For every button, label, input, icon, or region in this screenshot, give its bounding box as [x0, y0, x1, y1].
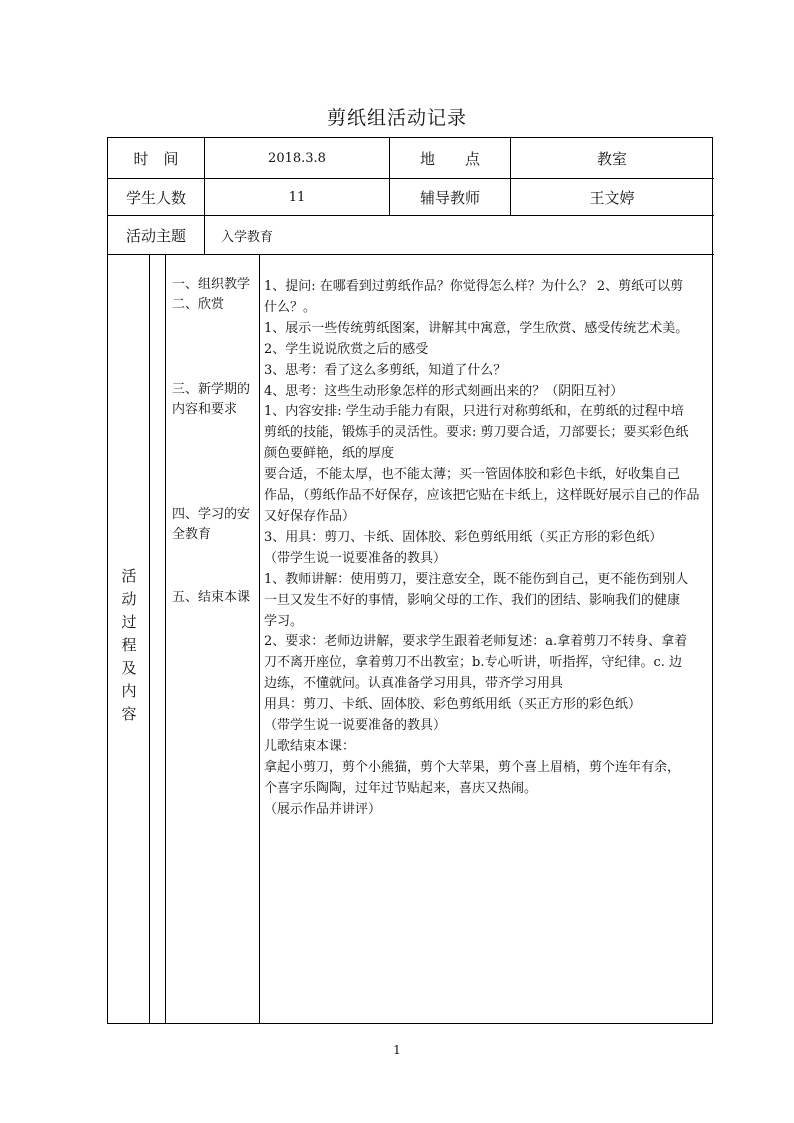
process-label-char: 容 — [121, 705, 137, 723]
place-value: 教室 — [596, 149, 627, 168]
teacher-label: 辅导教师 — [419, 188, 480, 207]
content-line: 一旦又发生不好的事情，影响父母的工作、我们的团结、影响我们的健康 — [264, 592, 681, 608]
section-title: 一、组织教学 — [172, 277, 251, 292]
content-line: 2、要求：老师边讲解，要求学生跟着老师复述：a.拿着剪刀不转身、拿着 — [264, 634, 688, 650]
content-line: 1、教师讲解：使用剪刀，要注意安全，既不能伤到自己，更不能伤到别人 — [264, 571, 689, 587]
section-titles — [172, 275, 260, 635]
time-label: 时 间 — [133, 149, 179, 168]
content-line: 又好保存作品） — [264, 508, 356, 524]
section-title: 内容和要求 — [172, 402, 238, 417]
content-line: 刀不离开座位，拿着剪刀不出教室；b.专心听讲，听指挥，守纪律。c. 边 — [264, 655, 682, 671]
col-divider — [165, 254, 166, 1024]
students-label: 学生人数 — [125, 188, 186, 207]
process-label-char: 程 — [121, 636, 137, 654]
content-line: 1、提问: 在哪看到过剪纸作品？你觉得怎么样？为什么？ 2、剪纸可以剪 — [264, 279, 684, 294]
theme-label: 活动主题 — [125, 226, 186, 245]
content-line: （带学生说一说要准备的教具） — [264, 718, 447, 734]
content-line: 儿歌结束本课： — [264, 738, 356, 754]
teacher-value: 王文婷 — [589, 188, 635, 207]
content-line: 拿起小剪刀，剪个小熊猫，剪个大苹果，剪个喜上眉梢，剪个连年有余， — [264, 759, 681, 775]
process-label-char: 及 — [121, 659, 137, 677]
content-line: （带学生说一说要准备的教具） — [264, 550, 447, 566]
content-line: 1、内容安排: 学生动手能力有限，只进行对称剪纸和，在剪纸的过程中培 — [264, 404, 684, 420]
content-line: 用具：剪刀、卡纸、固体胶、彩色剪纸用纸（买正方形的彩色纸） — [264, 697, 642, 713]
content-line: 颜色要鲜艳，纸的厚度 — [264, 446, 395, 462]
content-line: 剪纸的技能，锻炼手的灵活性。要求: 剪刀要合适，刀部要长；要买彩色纸 — [264, 425, 689, 441]
process-content-label — [118, 565, 140, 726]
students-value: 11 — [288, 189, 306, 205]
content-line: 边练，不懂就问。认真准备学习用具，带齐学习用具 — [264, 676, 564, 692]
content-line: 作品，（剪纸作品不好保存，应该把它贴在卡纸上，这样既好展示自己的作品 — [264, 488, 700, 504]
activity-content — [264, 277, 712, 837]
time-value: 2018.3.8 — [268, 150, 326, 166]
content-line: 要合适，不能太厚，也不能太薄；买一管固体胶和彩色卡纸，好收集自己 — [264, 467, 681, 483]
content-line: （展示作品并讲评） — [264, 801, 382, 817]
section-title: 全教育 — [172, 527, 212, 542]
content-line: 什么？。 — [264, 299, 317, 315]
content-line: 2、学生说说欣赏之后的感受 — [264, 341, 429, 357]
section-title: 二、欣赏 — [172, 297, 225, 312]
section-title: 三、新学期的 — [172, 382, 251, 397]
row-divider — [108, 254, 714, 255]
page-number: 1 — [393, 1043, 401, 1057]
page-title: 剪纸组活动记录 — [326, 107, 467, 129]
process-label-char: 动 — [121, 590, 137, 608]
process-label-char: 内 — [121, 682, 137, 700]
section-title: 四、学习的安 — [172, 507, 251, 522]
content-line: 4、思考：这些生动形象怎样的形式刻画出来的？（阴阳互衬） — [264, 383, 624, 399]
content-line: 个喜字乐陶陶，过年过节贴起来，喜庆又热闹。 — [264, 780, 538, 796]
place-label: 地 点 — [419, 149, 480, 168]
content-line: 3、用具：剪刀、卡纸、固体胶、彩色剪纸用纸（买正方形的彩色纸） — [264, 529, 663, 545]
content-line: 1、展示一些传统剪纸图案，讲解其中寓意，学生欣赏、感受传统艺术美。 — [264, 320, 689, 336]
theme-value: 入学教育 — [221, 229, 274, 245]
process-label-char: 活 — [121, 567, 137, 585]
section-title: 五、结束本课 — [172, 590, 251, 605]
content-line: 学习。 — [264, 613, 304, 629]
col-divider — [149, 254, 150, 1024]
content-line: 3、思考：看了这么多剪纸，知道了什么？ — [264, 362, 507, 378]
process-label-char: 过 — [121, 613, 137, 631]
